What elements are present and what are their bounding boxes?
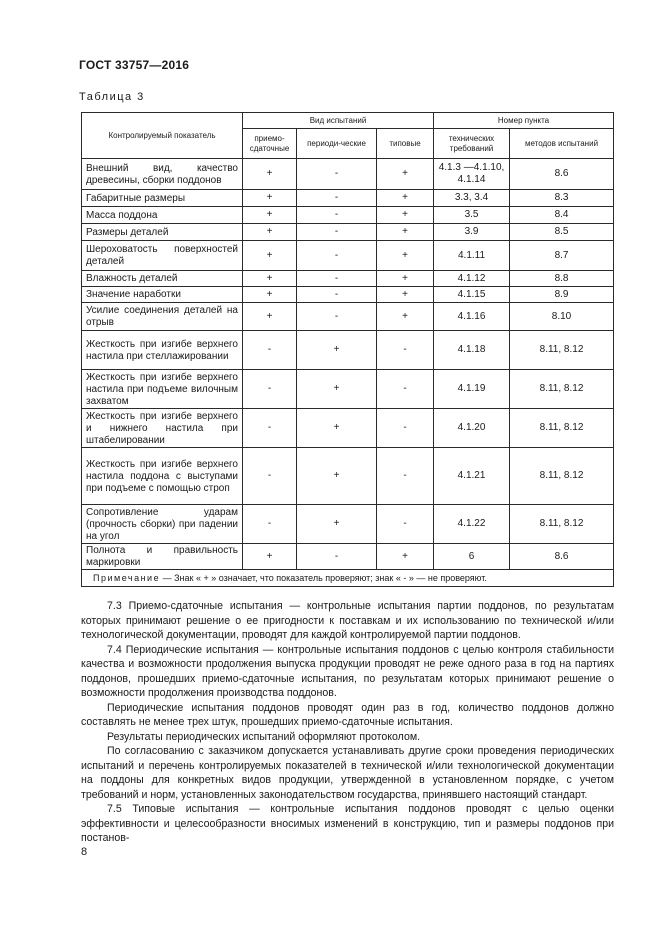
table-row: Жесткость при изгибе верхнего настила при подъеме вилочным захватом - + - 4.1.19 8.11, 8.12 bbox=[82, 370, 614, 409]
table-row: Полнота и правильность маркировки + - + 6 8.6 bbox=[82, 544, 614, 570]
page-number: 8 bbox=[81, 846, 88, 858]
note-label: Примечание bbox=[93, 573, 161, 583]
header-type: типовые bbox=[377, 129, 434, 159]
paragraph-7-3: 7.3 Приемо-сдаточные испытания — контрольные испытания партии поддонов, по результатам которых принимают решение о ее пригодности к поставкам и их использованию по технической и/или технологической документации, проводят для каждой контролируемой партии поддонов. bbox=[81, 600, 614, 641]
table-row: Влажность деталей + - + 4.1.12 8.8 bbox=[82, 271, 614, 287]
table-row: Жесткость при изгибе верхнего настила поддона с выступами при подъеме с помощью строп - + - 4.1.21 8.11, 8.12 bbox=[82, 448, 614, 505]
table-row: Масса поддона + - + 3.5 8.4 bbox=[82, 207, 614, 224]
table-note bbox=[82, 570, 614, 587]
table-row: Шероховатость поверхностей деталей + - + 4.1.11 8.7 bbox=[82, 241, 614, 271]
document-header: ГОСТ 33757—2016 bbox=[79, 58, 190, 72]
header-acceptance: приемо-сдаточные bbox=[243, 129, 297, 159]
table-caption: Таблица 3 bbox=[79, 91, 145, 103]
table-row: Размеры деталей + - + 3.9 8.5 bbox=[82, 224, 614, 241]
header-periodic: периоди-ческие bbox=[297, 129, 377, 159]
header-test-type: Вид испытаний bbox=[243, 113, 434, 129]
paragraph-7-4: 7.4 Периодические испытания — контрольные испытания поддонов с целью контроля стабильности качества и возможности продолжения выпуска продукции проводят не реже одного раза в год на партиях поддонов, прошедших приемо-сдаточные испытания, по результатам которых принимают решение о возможности продолжения производства поддонов. bbox=[81, 643, 614, 699]
table-row: Жесткость при изгибе верхнего и нижнего настила при штабелировании - + - 4.1.20 8.11, 8.12 bbox=[82, 409, 614, 448]
header-indicator: Контролируемый показатель bbox=[82, 113, 243, 159]
header-tech-req: технических требований bbox=[434, 129, 510, 159]
paragraph-7-5: 7.5 Типовые испытания — контрольные испытания поддонов проводят с целью оценки эффективности и целесообразности вносимых изменений в конструкцию, тип и размеры поддонов при постанов- bbox=[81, 803, 614, 844]
table-row: Сопротивление ударам (прочность сборки) при падении на угол - + - 4.1.22 8.11, 8.12 bbox=[82, 505, 614, 544]
paragraph-periodic-protocol: Результаты периодических испытаний оформляют протоколом. bbox=[107, 730, 421, 743]
table-row: Габаритные размеры + - + 3.3, 3.4 8.3 bbox=[82, 190, 614, 207]
test-table bbox=[81, 112, 614, 587]
paragraph-periodic-count: Периодические испытания поддонов проводят один раз в год, количество поддонов должно составлять не менее трех штук, прошедших приемо-сдаточные испытания. bbox=[81, 701, 614, 728]
table-row: Жесткость при изгибе верхнего настила при стеллажировании - + - 4.1.18 8.11, 8.12 bbox=[82, 331, 614, 370]
note-text: — Знак « + » означает, что показатель проверяют; знак « - » — не проверяют. bbox=[160, 573, 487, 583]
table-row: Внешний вид, качество древесины, сборки поддонов + - + 4.1.3 —4.1.10, 4.1.14 8.6 bbox=[82, 159, 614, 190]
table-row: Значение наработки + - + 4.1.15 8.9 bbox=[82, 287, 614, 303]
body-text bbox=[81, 599, 614, 846]
table-note-row bbox=[82, 570, 614, 587]
paragraph-customer-agreement: По согласованию с заказчиком допускается устанавливать другие сроки проведения периодических испытаний и перечень контролируемых показателей в технической и/или технологической документации на поддоны для конкретных видов продукции, утвержденной в установленном порядке, с учетом требований и норм, установленных законодательством государства, принявшего настоящий стандарт. bbox=[81, 745, 614, 801]
header-test-methods: методов испытаний bbox=[510, 129, 614, 159]
table-row: Усилие соединения деталей на отрыв + - + 4.1.16 8.10 bbox=[82, 303, 614, 331]
header-clause-number: Номер пункта bbox=[434, 113, 614, 129]
